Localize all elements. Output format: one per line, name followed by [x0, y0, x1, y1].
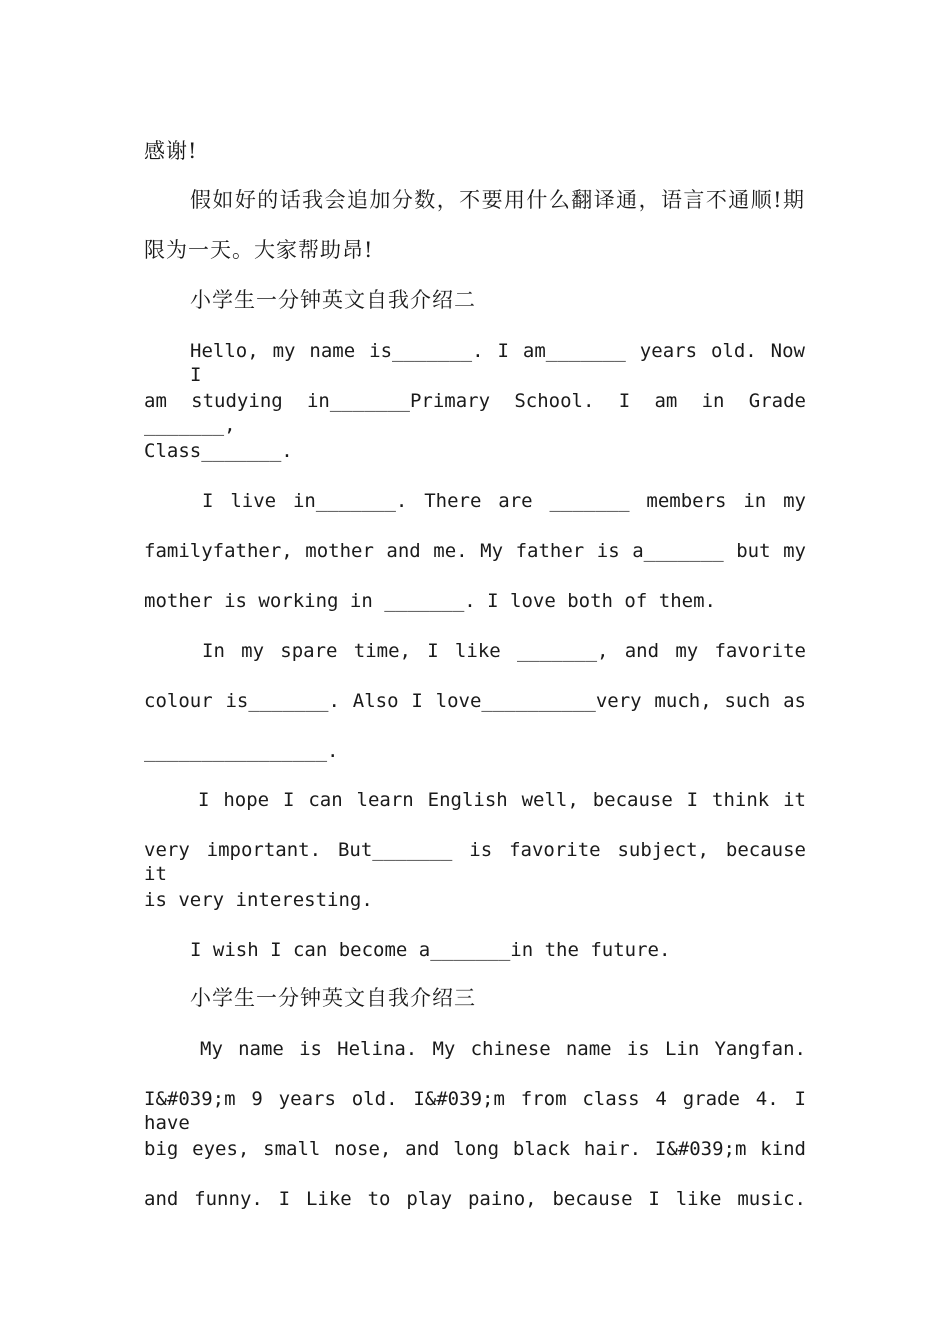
text-line: I live in_______. There are _______ members in my: [202, 490, 806, 512]
section-heading: 小学生一分钟英文自我介绍二: [190, 288, 476, 312]
text-line: colour is_______. Also I love__________very much, such as: [144, 690, 806, 712]
text-line: and funny. I Like to play paino, because I like music.: [144, 1188, 806, 1210]
text-line: ________________.: [144, 740, 339, 762]
text-line: 假如好的话我会追加分数，不要用什么翻译通，语言不通顺!期: [190, 188, 805, 212]
text-line: I hope I can learn English well, because I think it: [198, 789, 806, 811]
text-line: is very interesting.: [144, 889, 373, 911]
section-heading: 小学生一分钟英文自我介绍三: [190, 986, 476, 1010]
text-line: My name is Helina. My chinese name is Lin Yangfan.: [200, 1038, 806, 1060]
text-line: mother is working in _______. I love both of them.: [144, 590, 716, 612]
text-line: 感谢!: [144, 139, 198, 163]
text-line: In my spare time, I like _______, and my favorite: [202, 640, 806, 662]
text-line: Hello, my name is_______. I am_______ years old. Now I: [190, 340, 805, 386]
text-line: I&#039;m 9 years old. I&#039;m from class 4 grade 4. I have: [144, 1088, 806, 1134]
text-line: am studying in_______Primary School. I am in Grade _______,: [144, 390, 806, 436]
text-line: I wish I can become a_______in the future.: [190, 939, 671, 961]
text-line: big eyes, small nose, and long black hair. I&#039;m kind: [144, 1138, 806, 1160]
text-line: Class_______.: [144, 440, 293, 462]
text-line: very important. But_______ is favorite subject, because it: [144, 839, 806, 885]
text-line: familyfather, mother and me. My father is a_______ but my: [144, 540, 806, 562]
text-line: 限为一天。大家帮助昂!: [144, 238, 374, 262]
